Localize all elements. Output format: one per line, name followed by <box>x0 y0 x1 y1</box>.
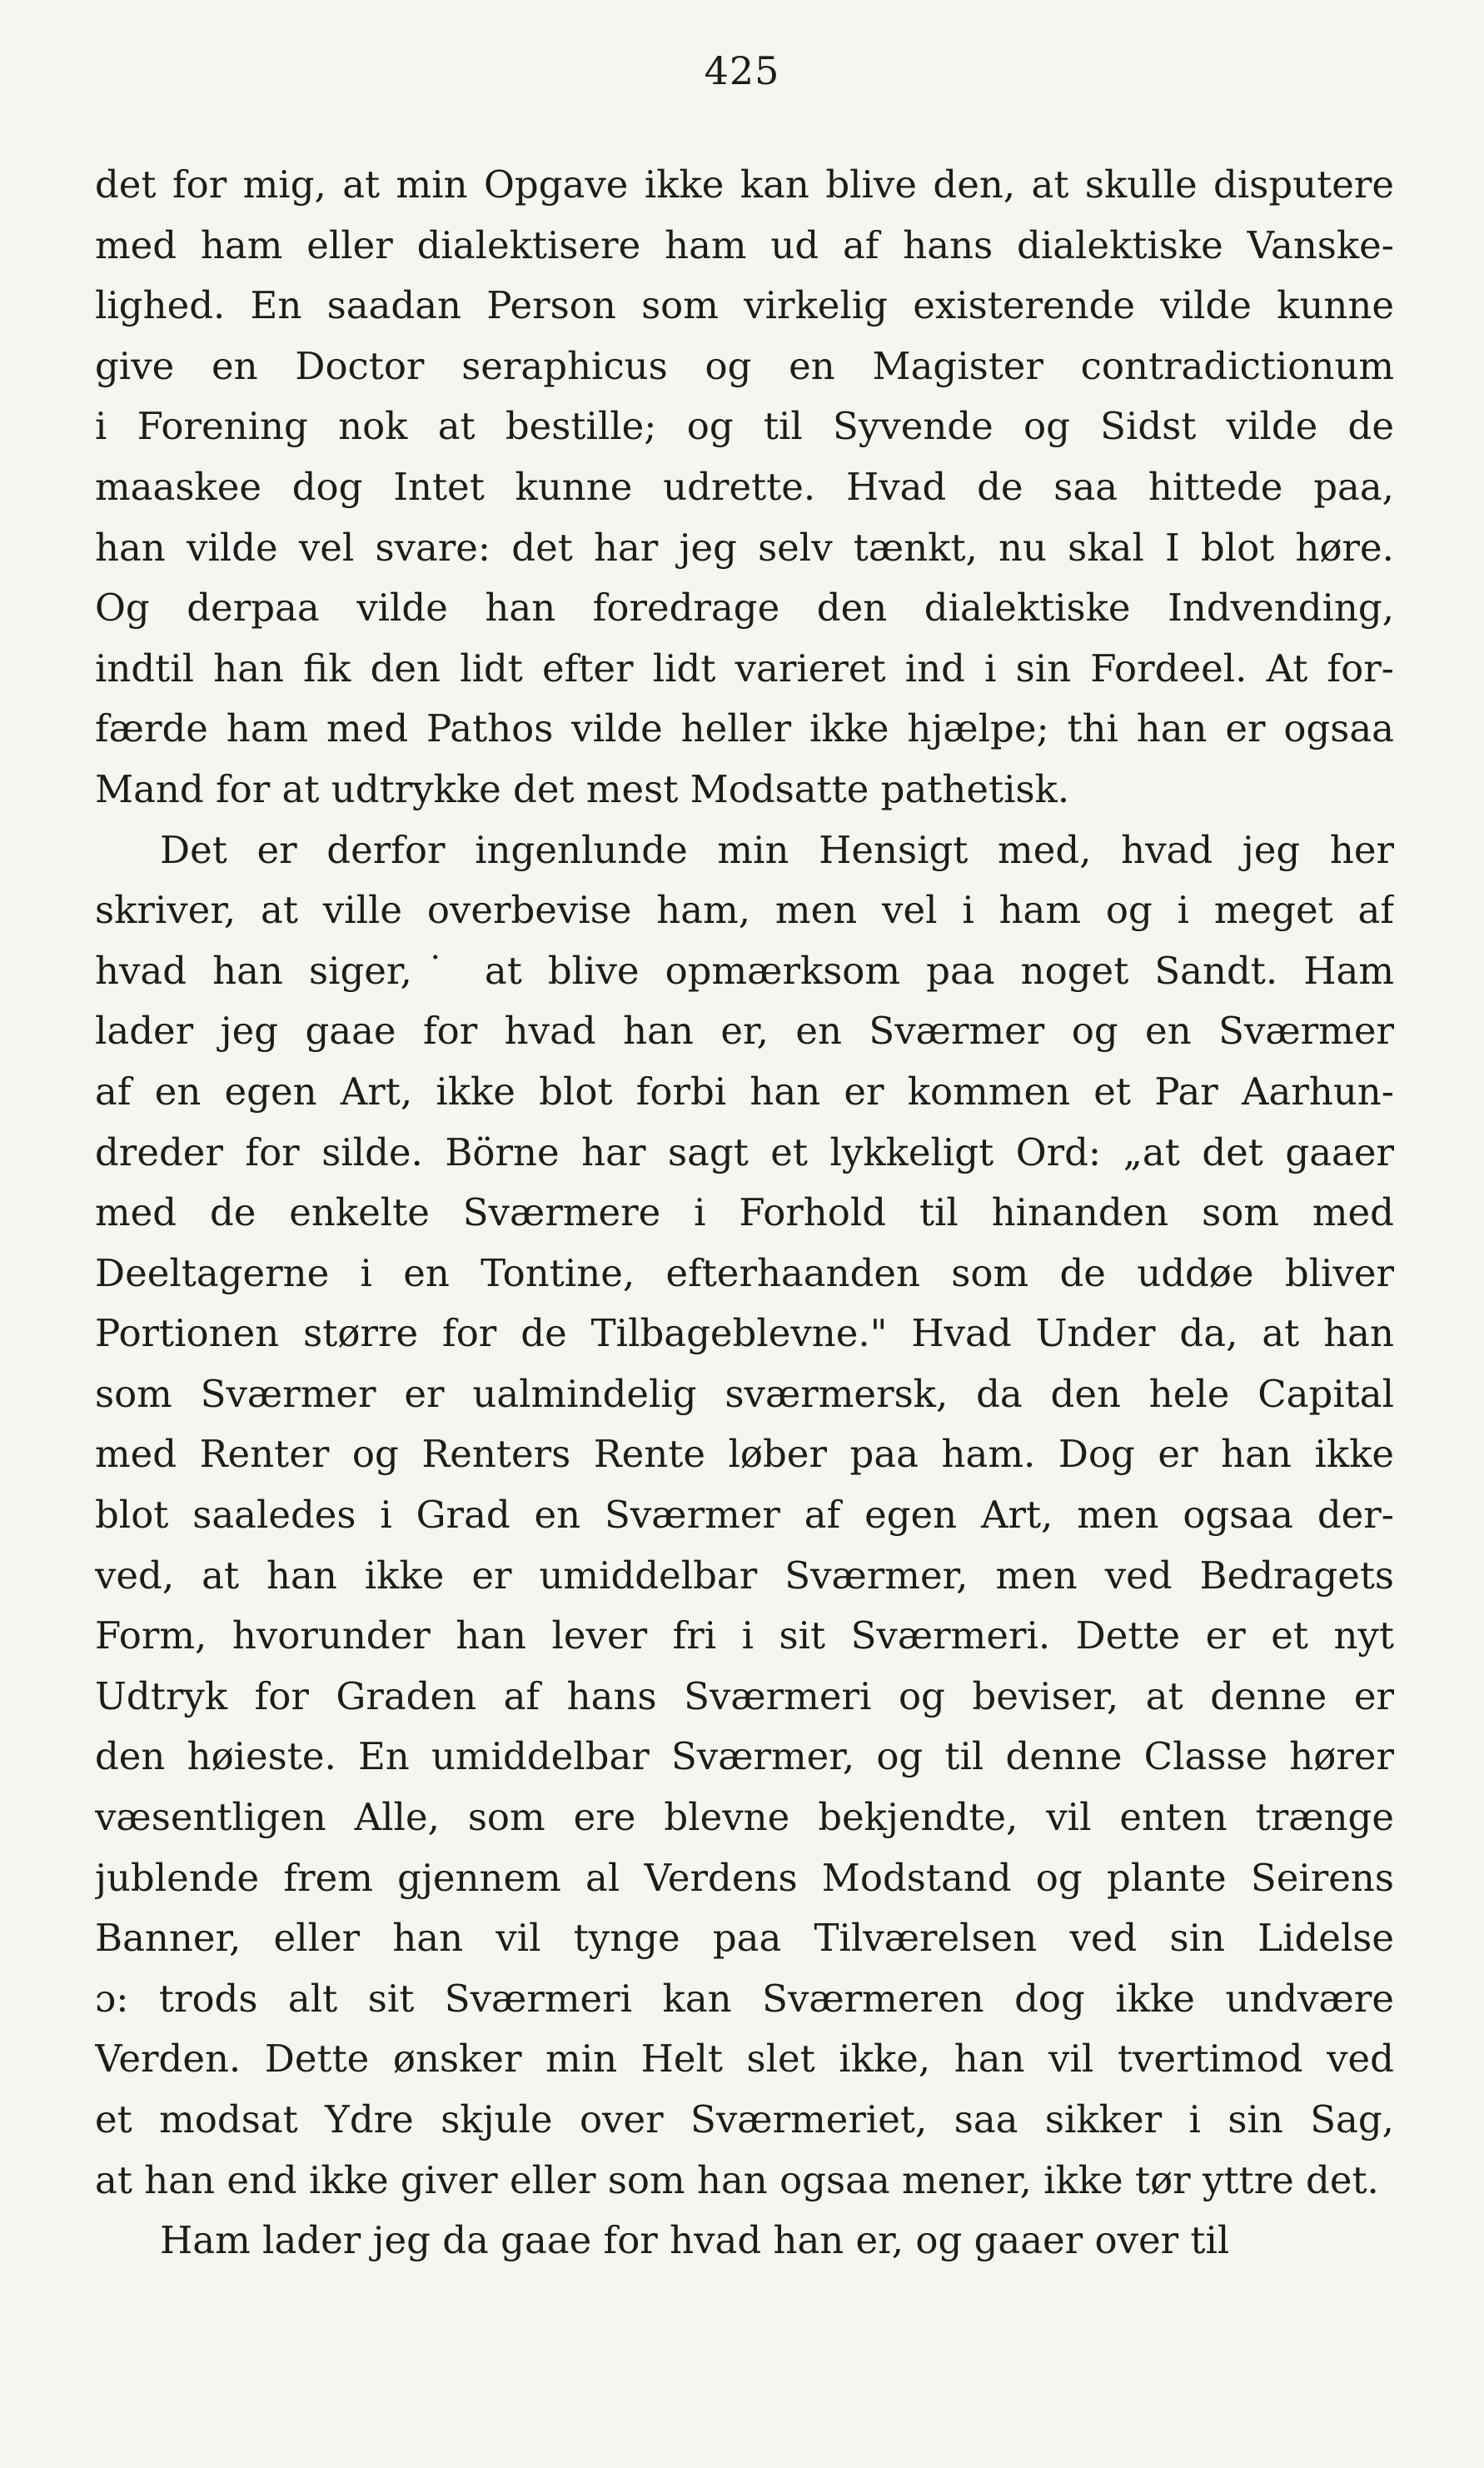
page-number: 425 <box>704 48 780 93</box>
text-line: Mand for at udtrykke det mest Modsatte pathetisk. <box>95 766 1070 811</box>
text-line: væsentligen Alle, som ere blevne bekjendte, vil enten trænge <box>95 1795 1394 1840</box>
paragraph-1 <box>95 155 1394 820</box>
text-line: Ham lader jeg da gaae for hvad han er, og gaaer over til <box>160 2218 1230 2263</box>
paragraph-3 <box>95 2211 1394 2271</box>
text-line: det for mig, at min Opgave ikke kan blive den, at skulle disputere <box>95 162 1394 207</box>
text-line: jublende frem gjennem al Verdens Modstand og plante Seirens <box>95 1855 1394 1900</box>
text-line: at han end ikke giver eller som han ogsaa mener, ikke tør yttre det. <box>95 2157 1379 2202</box>
text-line: som Sværmer er ualmindelig sværmersk, da den hele Capital <box>95 1371 1394 1416</box>
text-line: Udtryk for Graden af hans Sværmeri og beviser, at denne er <box>95 1673 1394 1718</box>
text-line: den høieste. En umiddelbar Sværmer, og til denne Classe hører <box>95 1734 1394 1779</box>
text-line: lighed. En saadan Person som virkelig existerende vilde kunne <box>95 283 1394 328</box>
text-line: Og derpaa vilde han foredrage den dialektiske Indvending, <box>95 586 1394 631</box>
paragraph-2 <box>95 820 1394 2211</box>
text-line: færde ham med Pathos vilde heller ikke hjælpe; thi han er ogsaa <box>95 706 1394 751</box>
text-line: skriver, at ville overbevise ham, men vel i ham og i meget af <box>95 888 1394 933</box>
text-line: hvad han siger,˙ at blive opmærksom paa noget Sandt. Ham <box>95 948 1394 993</box>
text-line: indtil han fik den lidt efter lidt varieret ind i sin Fordeel. At for- <box>95 646 1394 691</box>
text-line: af en egen Art, ikke blot forbi han er kommen et Par Aarhun- <box>95 1069 1394 1114</box>
text-line: blot saaledes i Grad en Sværmer af egen Art, men ogsaa der- <box>95 1493 1394 1538</box>
text-line: lader jeg gaae for hvad han er, en Sværmer og en Sværmer <box>95 1009 1394 1054</box>
text-line: Deeltagerne i en Tontine, efterhaanden som de uddøe bliver <box>95 1250 1394 1295</box>
text-line: Portionen større for de Tilbageblevne." Hvad Under da, at han <box>95 1311 1394 1356</box>
text-line: give en Doctor seraphicus og en Magister contradictionum <box>95 343 1394 388</box>
text-body <box>95 155 1394 2271</box>
text-line: i Forening nok at bestille; og til Syvende og Sidst vilde de <box>95 404 1394 449</box>
text-line: maaskee dog Intet kunne udrette. Hvad de saa hittede paa, <box>95 464 1394 509</box>
text-line: Verden. Dette ønsker min Helt slet ikke, han vil tvertimod ved <box>95 2037 1394 2082</box>
text-line: med Renter og Renters Rente løber paa ham. Dog er han ikke <box>95 1432 1394 1477</box>
text-line: ved, at han ikke er umiddelbar Sværmer, men ved Bedragets <box>95 1553 1394 1598</box>
text-line: dreder for silde. Börne har sagt et lykkeligt Ord: „at det gaaer <box>95 1129 1394 1174</box>
text-line: Det er derfor ingenlunde min Hensigt med, hvad jeg her <box>160 827 1394 872</box>
text-line: med ham eller dialektisere ham ud af hans dialektiske Vanske- <box>95 222 1394 267</box>
text-line: Form, hvorunder han lever fri i sit Sværmeri. Dette er et nyt <box>95 1613 1394 1658</box>
text-line: et modsat Ydre skjule over Sværmeriet, saa sikker i sin Sag, <box>95 2097 1394 2141</box>
text-line: han vilde vel svare: det har jeg selv tænkt, nu skal I blot høre. <box>95 525 1394 570</box>
text-line: Banner, eller han vil tynge paa Tilværelsen ved sin Lidelse <box>95 1916 1394 1961</box>
text-line: med de enkelte Sværmere i Forhold til hinanden som med <box>95 1190 1394 1235</box>
text-line: ɔ: trods alt sit Sværmeri kan Sværmeren dog ikke undvære <box>95 1976 1394 2021</box>
